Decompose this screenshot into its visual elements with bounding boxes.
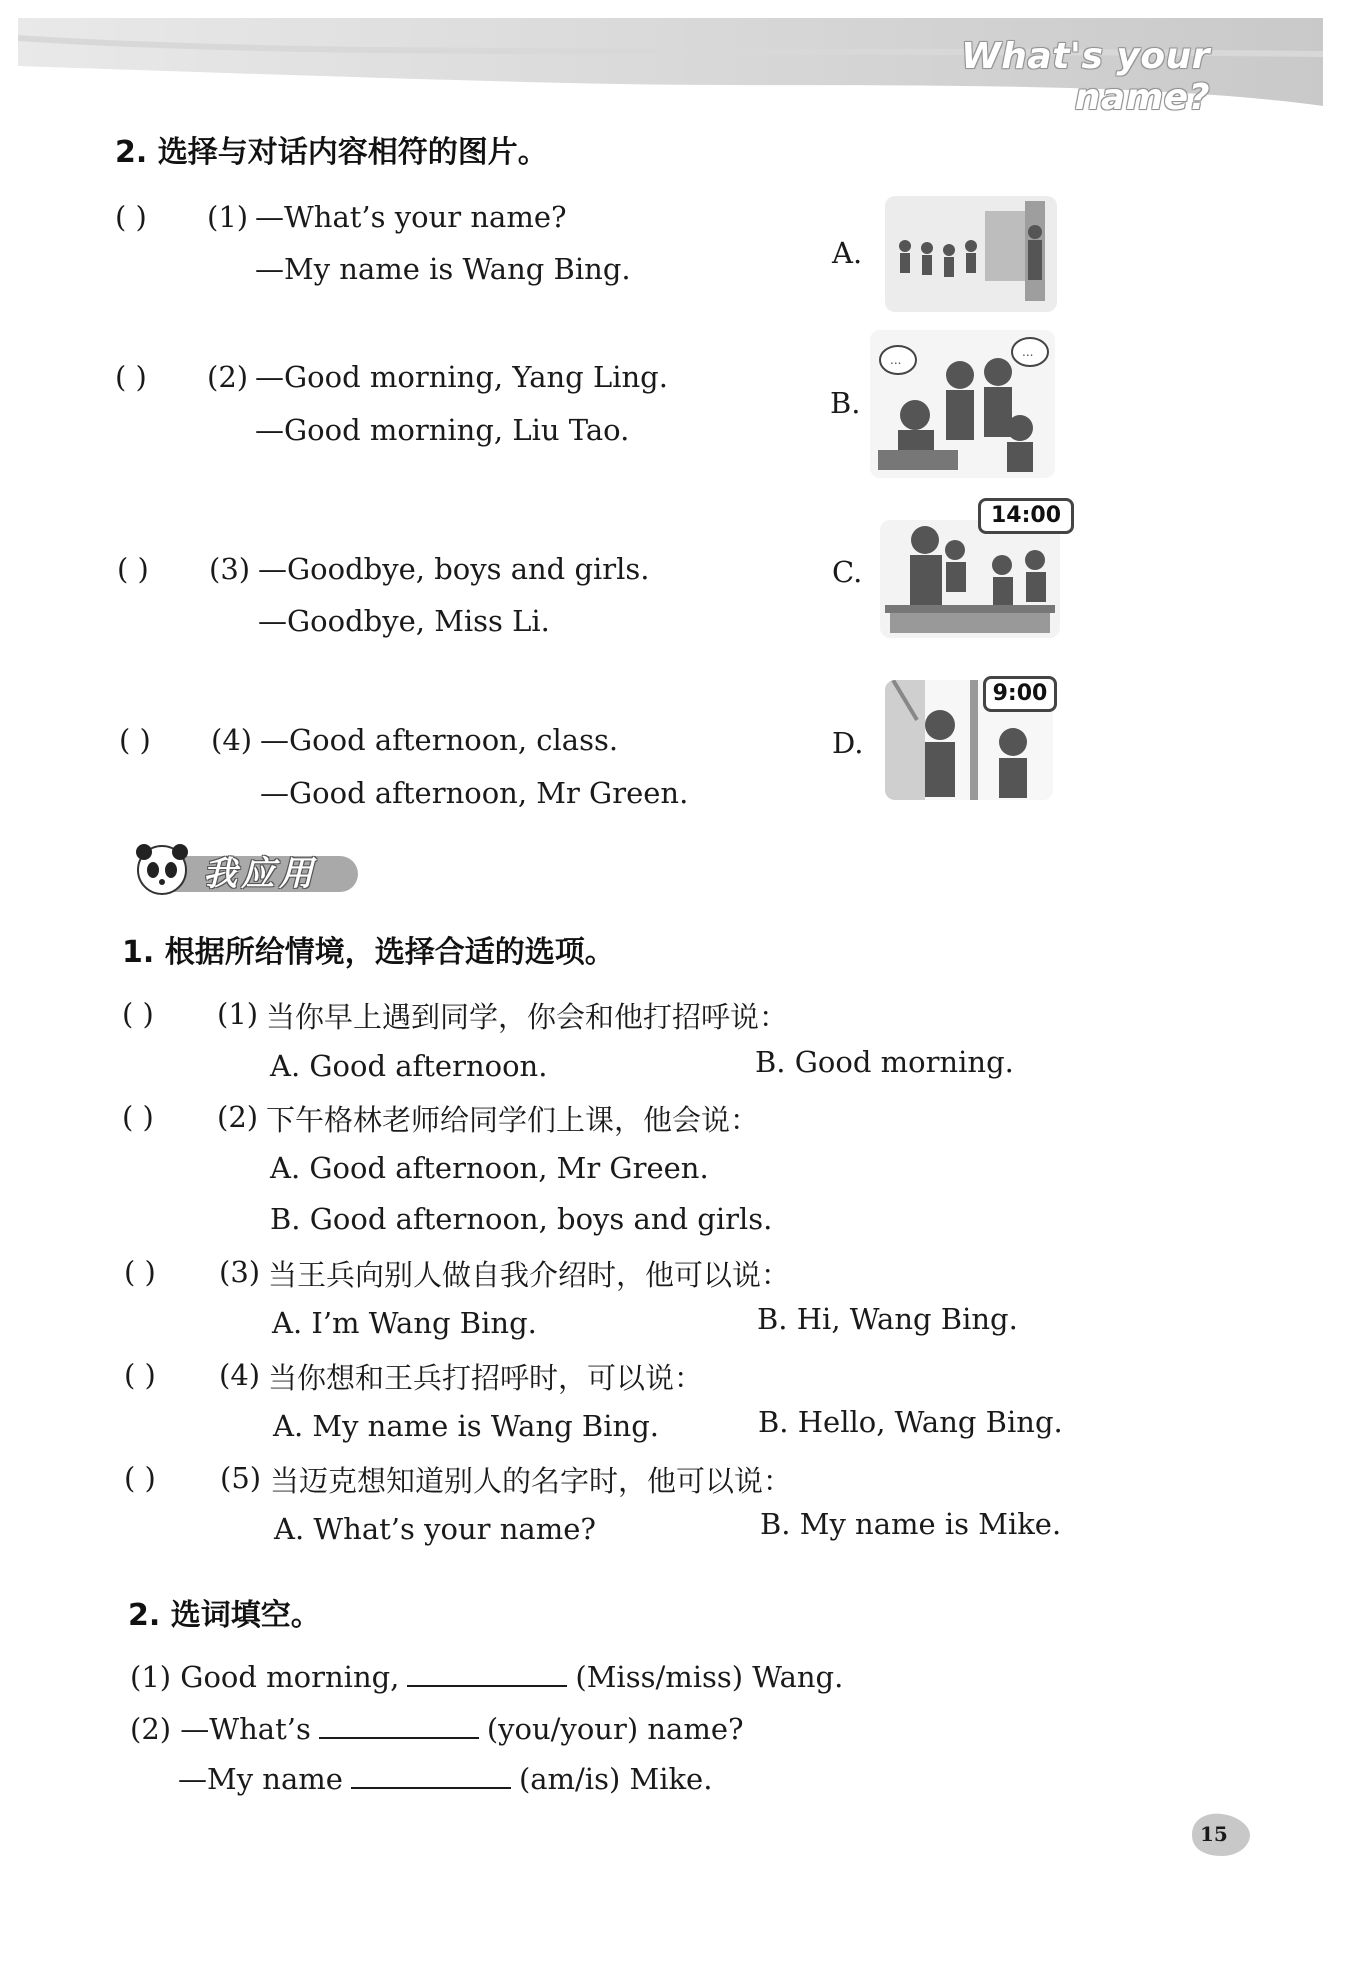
answer-blank[interactable]: ( ): [124, 1255, 156, 1289]
apply-section-label: 我应用: [203, 854, 317, 894]
option-a[interactable]: A. My name is Wang Bing.: [273, 1409, 659, 1443]
fill-blank-line[interactable]: [351, 1763, 511, 1789]
dialogue-line: —Good afternoon, Mr Green.: [260, 776, 689, 810]
section-heading-choose-options: 1. 根据所给情境，选择合适的选项。: [122, 935, 615, 970]
svg-text:...: ...: [890, 353, 902, 367]
section-heading-match-pictures: 2. 选择与对话内容相符的图片。: [115, 135, 548, 170]
answer-blank[interactable]: ( ): [115, 200, 147, 234]
fill-blank-item-2: [130, 1712, 744, 1746]
situation-prompt: 当你早上遇到同学，你会和他打招呼说：: [266, 1000, 789, 1034]
fill-blank-suffix: (you/your) name?: [486, 1712, 744, 1746]
page-number: 15: [1200, 1822, 1228, 1846]
question-number: (1): [217, 997, 259, 1031]
question-number: (5): [220, 1461, 262, 1495]
question-number: (3): [219, 1255, 261, 1289]
picture-label-d: D.: [832, 726, 864, 760]
question-number: (4): [219, 1358, 261, 1392]
picture-label-c: C.: [832, 555, 863, 589]
clock-display-d: 9:00: [983, 676, 1057, 712]
answer-blank[interactable]: ( ): [122, 997, 154, 1031]
option-a[interactable]: A. Good afternoon.: [270, 1049, 548, 1083]
fill-blank-item-1: [130, 1660, 843, 1694]
picture-label-a: A.: [832, 236, 863, 270]
answer-blank[interactable]: ( ): [124, 1461, 156, 1495]
option-a[interactable]: A. What’s your name?: [274, 1512, 596, 1546]
dialogue-line: —Good afternoon, class.: [260, 723, 619, 757]
fill-blank-prefix: (2) —What’s: [130, 1712, 311, 1746]
fill-blank-suffix: (Miss/miss) Wang.: [575, 1660, 844, 1694]
question-number: (2): [207, 360, 249, 394]
answer-blank[interactable]: ( ): [124, 1358, 156, 1392]
option-b[interactable]: B. Good morning.: [755, 1045, 1014, 1079]
question-number: (3): [209, 552, 251, 586]
picture-a-classroom-greeting: [885, 196, 1057, 312]
situation-prompt: 当王兵向别人做自我介绍时，他可以说：: [268, 1258, 791, 1292]
situation-prompt: 当迈克想知道别人的名字时，他可以说：: [270, 1464, 793, 1498]
answer-blank[interactable]: ( ): [122, 1100, 154, 1134]
clock-display-c: 14:00: [978, 498, 1074, 534]
question-number: (2): [217, 1100, 259, 1134]
option-a[interactable]: A. Good afternoon, Mr Green.: [270, 1151, 709, 1185]
question-number: (4): [211, 723, 253, 757]
picture-label-b: B.: [830, 386, 861, 420]
fill-blank-prefix: —My name: [178, 1762, 343, 1796]
picture-c-afternoon-class: [880, 520, 1060, 638]
dialogue-line: —Good morning, Liu Tao.: [255, 413, 630, 447]
answer-blank[interactable]: ( ): [117, 552, 149, 586]
option-b[interactable]: B. Hi, Wang Bing.: [757, 1302, 1018, 1336]
option-a[interactable]: A. I’m Wang Bing.: [272, 1306, 537, 1340]
question-number: (1): [207, 200, 249, 234]
fill-blank-item-3: [178, 1762, 712, 1796]
picture-b-students-greeting: [870, 330, 1055, 478]
fill-blank-line[interactable]: [407, 1661, 567, 1687]
dialogue-line: —Goodbye, Miss Li.: [258, 604, 550, 638]
section-heading-fill-blanks: 2. 选词填空。: [128, 1598, 321, 1633]
svg-text:...: ...: [1022, 345, 1034, 359]
dialogue-line: —My name is Wang Bing.: [255, 252, 631, 286]
answer-blank[interactable]: ( ): [119, 723, 151, 757]
option-b[interactable]: B. My name is Mike.: [760, 1507, 1062, 1541]
answer-blank[interactable]: ( ): [115, 360, 147, 394]
page-header-title: What's your name?: [961, 36, 1210, 118]
fill-blank-suffix: (am/is) Mike.: [518, 1762, 713, 1796]
fill-blank-prefix: (1) Good morning,: [130, 1660, 400, 1694]
option-b[interactable]: B. Good afternoon, boys and girls.: [270, 1202, 773, 1236]
dialogue-line: —Good morning, Yang Ling.: [255, 360, 668, 394]
dialogue-line: —Goodbye, boys and girls.: [258, 552, 650, 586]
situation-prompt: 下午格林老师给同学们上课，他会说：: [266, 1103, 760, 1137]
fill-blank-line[interactable]: [319, 1713, 479, 1739]
option-b[interactable]: B. Hello, Wang Bing.: [758, 1405, 1063, 1439]
dialogue-line: —What’s your name?: [255, 200, 567, 234]
situation-prompt: 当你想和王兵打招呼时，可以说：: [268, 1361, 704, 1395]
